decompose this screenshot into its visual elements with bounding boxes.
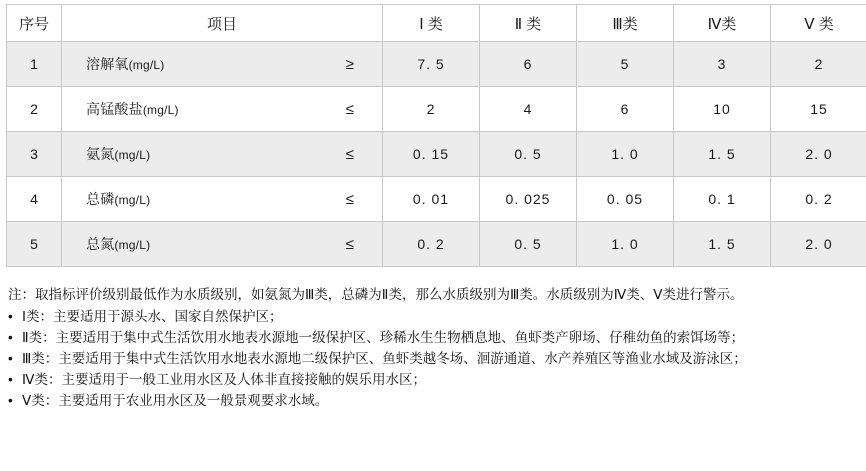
bullet-icon: • [8, 307, 22, 327]
cell-class-2: 0. 5 [480, 222, 577, 267]
cell-class-4: 1. 5 [674, 132, 771, 177]
column-header-index: 序号 [7, 5, 62, 42]
notes-section [8, 285, 858, 411]
row-index: 5 [7, 222, 62, 267]
column-header-class-2: Ⅱ 类 [480, 5, 577, 42]
cell-class-4: 3 [674, 42, 771, 87]
table-row [7, 87, 866, 132]
table-row [7, 132, 866, 177]
column-header-class-5: Ⅴ 类 [771, 5, 866, 42]
cell-class-4: 1. 5 [674, 222, 771, 267]
list-item [8, 349, 858, 369]
row-item [62, 42, 383, 87]
cell-class-1: 0. 2 [383, 222, 480, 267]
cell-class-2: 0. 025 [480, 177, 577, 222]
list-item [8, 328, 858, 348]
table-row [7, 42, 866, 87]
cell-class-1: 7. 5 [383, 42, 480, 87]
notes-bullet-list [8, 307, 858, 411]
row-item-label: 总磷(mg/L) [86, 189, 150, 209]
note-intro: 注：取指标评价级别最低作为水质级别，如氨氮为Ⅲ类，总磷为Ⅱ类，那么水质级别为Ⅲ类。水质级别为Ⅳ类、Ⅴ类进行警示。 [8, 285, 858, 305]
row-item-label: 氨氮(mg/L) [86, 144, 150, 164]
cell-class-2: 6 [480, 42, 577, 87]
list-item [8, 307, 858, 327]
row-index: 4 [7, 177, 62, 222]
bullet-icon: • [8, 391, 22, 411]
row-item-label: 溶解氧(mg/L) [86, 54, 164, 74]
list-item-label: Ⅱ类：主要适用于集中式生活饮用水地表水源地一级保护区、珍稀水生生物栖息地、鱼虾类产卵场、仔稚幼鱼的索饵场等； [22, 328, 858, 348]
cell-class-3: 1. 0 [577, 132, 674, 177]
row-index: 1 [7, 42, 62, 87]
row-item-label: 总氮(mg/L) [86, 234, 150, 254]
cell-class-4: 10 [674, 87, 771, 132]
row-item [62, 132, 383, 177]
cell-class-5: 0. 2 [771, 177, 866, 222]
row-operator: ≥ [346, 56, 354, 73]
cell-class-1: 0. 15 [383, 132, 480, 177]
cell-class-5: 2. 0 [771, 132, 866, 177]
cell-class-5: 2. 0 [771, 222, 866, 267]
table-header-row [7, 5, 866, 42]
row-item [62, 87, 383, 132]
column-header-class-1: Ⅰ 类 [383, 5, 480, 42]
bullet-icon: • [8, 328, 22, 348]
column-header-class-4: Ⅳ类 [674, 5, 771, 42]
water-quality-standard-page [0, 4, 866, 471]
row-item-label: 高锰酸盐(mg/L) [86, 99, 179, 119]
table-header [7, 5, 866, 42]
list-item-label: Ⅰ类：主要适用于源头水、国家自然保护区； [22, 307, 858, 327]
row-operator: ≤ [346, 101, 354, 118]
table-row [7, 177, 866, 222]
cell-class-3: 5 [577, 42, 674, 87]
cell-class-5: 2 [771, 42, 866, 87]
cell-class-3: 0. 05 [577, 177, 674, 222]
column-header-class-3: Ⅲ类 [577, 5, 674, 42]
column-header-item: 项目 [62, 5, 383, 42]
row-operator: ≤ [346, 236, 354, 253]
list-item-label: Ⅳ类：主要适用于一般工业用水区及人体非直接接触的娱乐用水区； [22, 370, 858, 390]
table-body [7, 42, 866, 267]
row-index: 2 [7, 87, 62, 132]
bullet-icon: • [8, 349, 22, 369]
list-item-label: Ⅴ类：主要适用于农业用水区及一般景观要求水域。 [22, 391, 858, 411]
cell-class-1: 2 [383, 87, 480, 132]
list-item [8, 370, 858, 390]
cell-class-1: 0. 01 [383, 177, 480, 222]
cell-class-3: 1. 0 [577, 222, 674, 267]
row-index: 3 [7, 132, 62, 177]
row-operator: ≤ [346, 191, 354, 208]
cell-class-3: 6 [577, 87, 674, 132]
list-item [8, 391, 858, 411]
water-quality-table [6, 4, 866, 267]
cell-class-2: 4 [480, 87, 577, 132]
row-operator: ≤ [346, 146, 354, 163]
row-item [62, 177, 383, 222]
cell-class-5: 15 [771, 87, 866, 132]
cell-class-2: 0. 5 [480, 132, 577, 177]
table-row [7, 222, 866, 267]
cell-class-4: 0. 1 [674, 177, 771, 222]
row-item [62, 222, 383, 267]
bullet-icon: • [8, 370, 22, 390]
list-item-label: Ⅲ类：主要适用于集中式生活饮用水地表水源地二级保护区、鱼虾类越冬场、洄游通道、水产养殖区等渔业水域及游泳区； [22, 349, 858, 369]
